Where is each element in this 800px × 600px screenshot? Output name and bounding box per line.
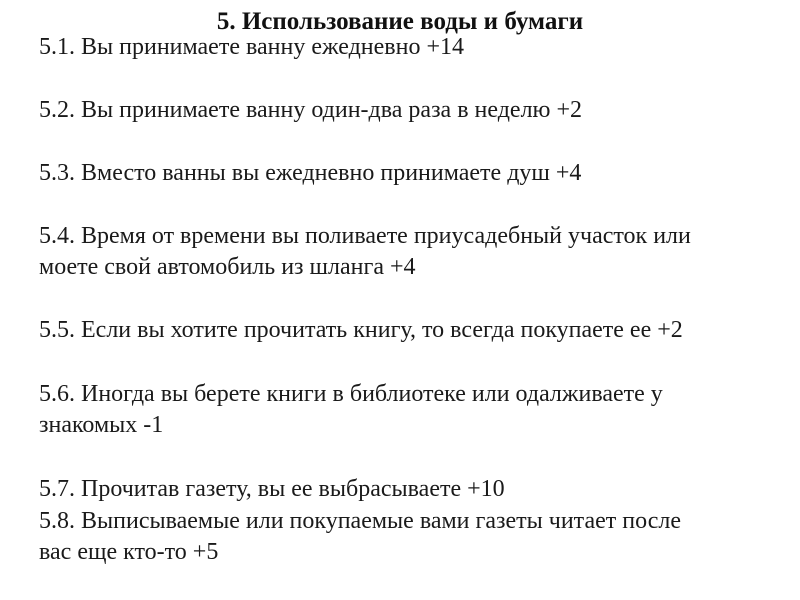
item-5-6-cont: знакомых -1	[39, 412, 164, 438]
item-5-2: 5.2. Вы принимаете ванну один-два раза в неделю +2	[39, 97, 583, 123]
item-5-4: 5.4. Время от времени вы поливаете приусадебный участок или	[39, 223, 691, 249]
item-5-3: 5.3. Вместо ванны вы ежедневно принимаете душ +4	[39, 160, 582, 186]
item-5-8: 5.8. Выписываемые или покупаемые вами газеты читает после	[39, 508, 681, 534]
slide-title: 5. Использование воды и бумаги	[216, 8, 584, 35]
item-5-5: 5.5. Если вы хотите прочитать книгу, то всегда покупаете ее +2	[39, 317, 683, 343]
item-5-8-cont: вас еще кто-то +5	[39, 539, 219, 565]
item-5-6: 5.6. Иногда вы берете книги в библиотеке или одалживаете у	[39, 381, 663, 407]
item-5-1: 5.1. Вы принимаете ванну ежедневно +14	[39, 34, 465, 60]
item-5-7: 5.7. Прочитав газету, вы ее выбрасываете +10	[39, 476, 505, 502]
item-5-4-cont: моете свой автомобиль из шланга +4	[39, 254, 416, 280]
